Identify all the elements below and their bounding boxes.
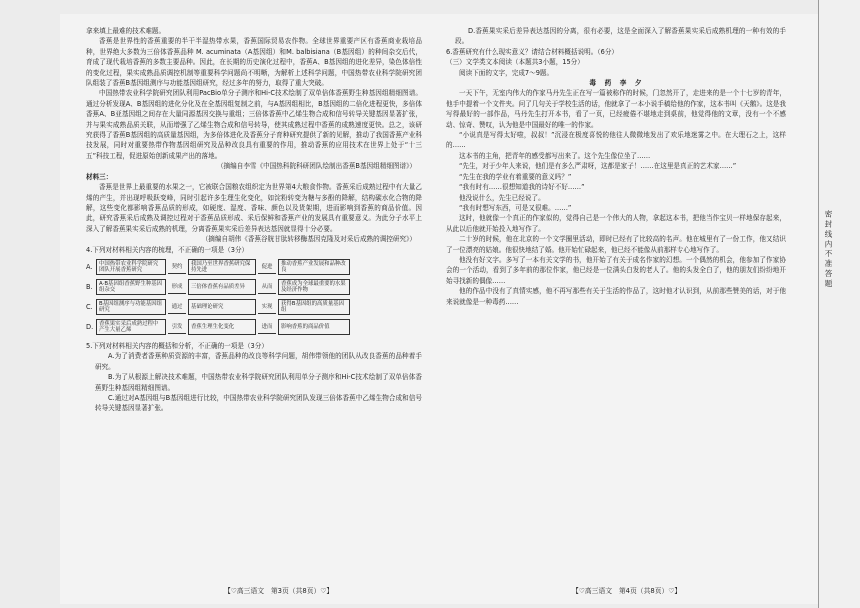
flow-box: B基因组测序与功能基因组研究	[96, 299, 166, 315]
flow-box: 香蕉成为全球最重要的水果及经济作物	[278, 279, 350, 295]
flow-arrow: 实现	[256, 302, 278, 312]
flow-box: 推动香蕉产业发展和品种改良	[278, 259, 350, 275]
question-5-option: D.香蕉果实采后差异表达基因的分离，很有必要，这是全面深入了解香蕉果实采后成熟机理的一种有效的手段。	[455, 27, 786, 46]
story-paragraph: “先生，对于少年人来说，他们是有多么严肃呀，这都是家子！……在这里是真正的艺术家……”	[459, 162, 737, 171]
flow-arrow: 形成	[166, 282, 188, 292]
flow-label: A.	[86, 263, 93, 272]
left-page	[86, 26, 422, 414]
flow-label: B.	[86, 283, 93, 292]
paragraph: 香蕉是世界性的香蕉重要的半干半湿热带水果，香蕉国际贸易农作物。全球世界重要产区有香蕉商业栽培品种，世界绝大多数为三倍体香蕉品种 M. acuminata（A基因组）和M. balbisiana（B基因组）的种间杂交后代，育成了现代栽培香蕉的多数主要品种。因此，在长期的历史演化过程中，香蕉A、B基因组的进化差异，染色体倍性的变化过程，果实成熟品质调控机制等重要科学问题尚不明晰，为解析上述科学问题，中国热带农业科学院研究团队组装了香蕉B基因组测序与功能基因组研究，经过多年的努力，取得了重大突破。	[86, 37, 422, 88]
question-5-option: A.为了消费者香蕉种质资源的丰富，香蕉品种的改良等科学问题，胡伟带领他的团队从改良香蕉的品种着手研究。	[95, 352, 422, 371]
flow-box: 香蕉生理生化变化	[188, 319, 256, 335]
question-6: 6.香蕉研究有什么现实意义？请结合材料概括说明。（6分）	[446, 47, 619, 56]
flow-label: D.	[86, 323, 94, 332]
question-5: 5.下列对材料相关内容的概括和分析，不正确的一项是（3分）	[86, 341, 268, 350]
flow-row-b	[86, 278, 416, 297]
material-three-title: 材料三：	[86, 172, 113, 181]
story-paragraph: “先生在我的学业有着重要的意义吗？”	[459, 172, 572, 181]
flow-arrow: 从而	[256, 282, 278, 292]
flow-arrow: 通过	[166, 302, 188, 312]
story-paragraph: 他没说什么，先生已经说了。	[459, 193, 545, 202]
question-5-option: B.为了从根源上解决技术难题，中国热带农业科学院研究团队利用单分子测序和Hi-C技术绘制了双单倍体香蕉野生种基因组精细图谱。	[95, 373, 422, 392]
flow-box: 中国热带农业科学院研究团队开展香蕉研究	[96, 259, 166, 275]
story-paragraph: 他的作品中没有了真情实感，他不再写那些有关于生活的作品了，这时他才认识到，从前那些赞美的话，对于他来说就像是一种毒药……	[446, 287, 786, 306]
reading-instruction: 阅读下面的文字，完成7～9题。	[459, 68, 554, 77]
flow-row-d	[86, 318, 416, 337]
question-5-option: C.通过对A基因组与B基因组进行比较，中国热带农业科学院研究团队发现三倍体香蕉中乙烯生物合成和信号转导关键基因显著扩张。	[95, 393, 422, 413]
paragraph: 中国热带农业科学院研究团队利用PacBio单分子测序和Hi-C技术绘制了双单倍体香蕉野生种基因组精细图谱。通过分析发现A、B基因组的进化分化及在全基因组复制之前，与A基因组相比，B基因组的二倍化进程更快，多倍体香蕉A、B亚基因组之间存在大量同源基因交换与重组；三倍体香蕉中乙烯生物合成和信号转导关键基因显著扩张，并与果实成熟品质关联，从而增强了乙烯生物合成和信号转导，使其成熟过程中香蕉的成熟速度更快。总之，该研究获得了香蕉B基因组的高质量基因组，为多倍体进化及香蕉分子育种研究提供了新的见解，推动了我国香蕉产业科技发展，同时对重要热带作物基因组研究及品种改良具有重要的作用，推动香蕉的应用技术在世界上处于“十三五”科技工程，促进原始创新成果产出的落地。	[86, 89, 422, 160]
story-paragraph: 他没有好文字。多写了一本有关文学的书，他开始了有关于成名作家的幻想。一个偶然的机会，他参加了作家协会的一个活动，看到了多年前的那位作家，他已经是一位满头白发的老人了。他的头发全白了，他的朋友们纷纷地开始寻找新的偶像……	[446, 255, 786, 285]
flow-arrow: 进而	[256, 322, 278, 332]
story-paragraph: “我有时想写东西，可是又很难。……”	[459, 203, 572, 212]
question-4: 4.下列对材料相关内容的梳理，不正确的一项是（3分）	[86, 245, 249, 254]
story-paragraph: 这本书的主角，把青年的感受都写出来了。这个先生像位坐了……	[459, 151, 651, 160]
material-three-text: 香蕉是世界上最重要的水果之一，它被联合国粮农组织定为世界第4大粮食作物。香蕉采后成熟过程中有大量乙烯的产生，并出现呼吸跃变峰，同时引起许多生理生化变化，如淀粉转变为糖与多酚的降解，结构碳水化合物的降解，这些变化都影响香蕉品质的形成，如硬度、湿度、香味、颜色以及货架期，进而影响到香蕉的商品价值。因此，研究香蕉采后成熟及调控过程对于香蕉品质形成、采后保鲜和香蕉产业的发展具有重要意义。为此分子水平上深入了解香蕉果实采后成熟的机理，分离香蕉果实采后差异表达基因就显得十分必要。	[86, 183, 422, 233]
flowchart-options	[86, 258, 416, 337]
flow-box: 基础理论研究	[188, 299, 256, 315]
flow-box: 三倍体香蕉有品质差异	[188, 279, 256, 295]
paragraph: 拿来填上最难的技术难题。	[86, 27, 166, 35]
flow-box: A·B基因组香蕉野生种基因组杂交	[96, 279, 166, 295]
flow-arrow: 促进	[256, 262, 278, 272]
story-paragraph: 二十岁的时候，他在北京的一个文学圈里活动，即时已经有了比较高的名声。他在城里有了一份工作，他又结识了一位漂亮的姑娘。他很快地结了婚。他开始忙碌起来，他已经不能像从前那样专心地写作了。	[446, 235, 786, 254]
page-footer-right: 【♡高三语文 第4页（共8页）♡】	[572, 587, 682, 595]
flow-box: 获得B基因组的高质量基因组	[278, 299, 350, 315]
story-title: 毒 药 李 夕	[589, 79, 643, 88]
source-citation: （摘编自李雪《中国热科院科研团队绘制出香蕉B基因组精细图谱》）	[216, 162, 416, 171]
source-citation: （摘编自胡伟《香蕉谷胱甘肽转移酶基因克隆及对采后成熟的调控研究》）	[201, 235, 416, 244]
right-page	[446, 26, 786, 307]
flow-arrow: 契约	[166, 262, 188, 272]
binding-gutter	[818, 0, 860, 608]
story-paragraph: “我有时有……很想知道我的诗好不好……”	[459, 183, 585, 192]
flow-box: 影响香蕉的商品价值	[278, 319, 350, 335]
flow-label: C.	[86, 303, 93, 312]
story-paragraph: “小说真是写得太好啦，叔叔！”沉浸在极度喜悦的他往人微微地发出了欢乐地迷雾之中。在大理石之上，这样的……	[446, 131, 786, 150]
seal-line-notice: 密 封 线 内 不 准 答 题	[824, 210, 833, 287]
story-paragraph: 一天下午，无室内伟大的作家马丹先生正在写一篇被称作的时候，门忽然开了，走进来的是一个十七岁的青年，他手中提着一个文件夹。问了几句关于学校生活的话，他就拿了一本小说手稿给他的作家，这本书叫《天鹅》。这是我写得最好的一部作品，马丹先生打开本书，看了一页，已经疲倦不堪地走到桌前，他觉得他的文章，没有一个不感动、惊奇、赞叹，认为他是中国最好的唯一的作家。	[446, 89, 786, 129]
flow-row-c	[86, 298, 416, 317]
page-footer-left: 【♡高三语文 第3页（共8页）♡】	[224, 587, 334, 595]
flow-arrow: 引发	[166, 322, 188, 332]
section-heading: （三）文学类文本阅读（本题共3小题，15分）	[446, 58, 584, 67]
flow-box: 我国乃至世界香蕉研究保持先进	[188, 259, 256, 275]
flow-box: 香蕉果实采后成熟过程中产生大量乙烯	[96, 319, 166, 335]
story-paragraph: 这时，他就像一个真正的作家似的，觉得自己是一个伟大的人物，拿起这本书，把他当作宝贝一样地保存起来，从此以后他就开始投入地写作了。	[446, 214, 786, 233]
flow-row-a	[86, 258, 416, 277]
